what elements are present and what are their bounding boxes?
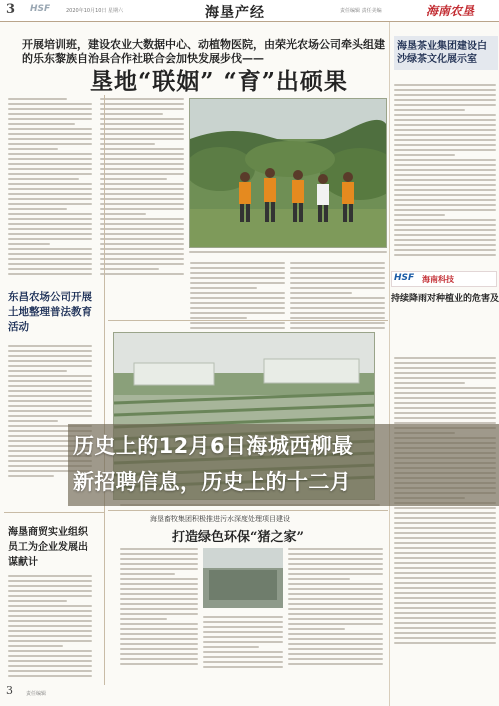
hsf-advert-brand: 海南科技 — [422, 275, 454, 284]
editor-line: 责任编辑 责任美编 — [340, 8, 382, 14]
hsf-advert — [391, 271, 497, 287]
overlay-title-line-1: 历史上的12月6日海城西柳最 — [73, 434, 354, 458]
second-story-text-2 — [288, 548, 383, 668]
second-story-text-1 — [120, 548, 198, 668]
column-divider — [104, 95, 105, 685]
left-story-title-1: 东昌农场公司开展土地整理普法教育活动 — [8, 291, 92, 333]
center-column-text — [100, 98, 184, 278]
divider — [108, 320, 388, 321]
right-rail — [389, 22, 499, 706]
second-story-subheadline: 海垦畜牧集团积极推进污水深度处理项目建设 — [150, 515, 290, 523]
footer-page-number: 3 — [6, 684, 13, 697]
pig-farm-photo — [203, 548, 283, 608]
center-right-text-2 — [290, 262, 385, 337]
footer-editor-line: 责任编辑 — [26, 691, 47, 697]
lead-headline: 垦地“联姻” “育”出硕果 — [90, 68, 348, 95]
paper-brand-logo: 海南农垦 — [426, 4, 475, 18]
second-story-headline: 打造绿色环保“猪之家” — [172, 530, 304, 545]
rail-title-2: 持续降雨对种植业的危害及 — [391, 294, 499, 304]
hsf-logo: HSF — [30, 4, 51, 14]
left-column-text — [8, 98, 92, 278]
divider — [4, 512, 104, 513]
page-number: 3 — [6, 2, 16, 17]
divider — [108, 510, 388, 511]
overlay-title-line-2: 新招聘信息，历史上的十二月 — [73, 470, 352, 494]
center-right-text — [190, 262, 285, 342]
hsf-advert-logo: HSF — [394, 273, 415, 283]
overlay-title — [73, 428, 493, 500]
rail-text-1 — [394, 84, 496, 259]
photo-caption — [189, 251, 387, 256]
second-story-photo-wrap — [203, 548, 283, 671]
lead-subheadline: 开展培训班，建设农业大数据中心、动植物医院，由荣光农场公司牵头组建的乐东黎族自治县合作社联合会加快发展步伐—— — [22, 38, 385, 65]
left-story-title-2: 海垦商贸实业组织员工为企业发展出谋献计 — [8, 527, 88, 568]
left-story-text-2 — [8, 575, 92, 680]
rail-title-1: 海垦茶业集团建设白沙绿茶文化展示室 — [394, 36, 498, 70]
column-title: 海垦产经 — [205, 5, 265, 21]
date-line: 2020年10月10日 星期六 — [66, 8, 124, 14]
masthead — [0, 0, 499, 22]
orchard-photo — [189, 98, 387, 248]
